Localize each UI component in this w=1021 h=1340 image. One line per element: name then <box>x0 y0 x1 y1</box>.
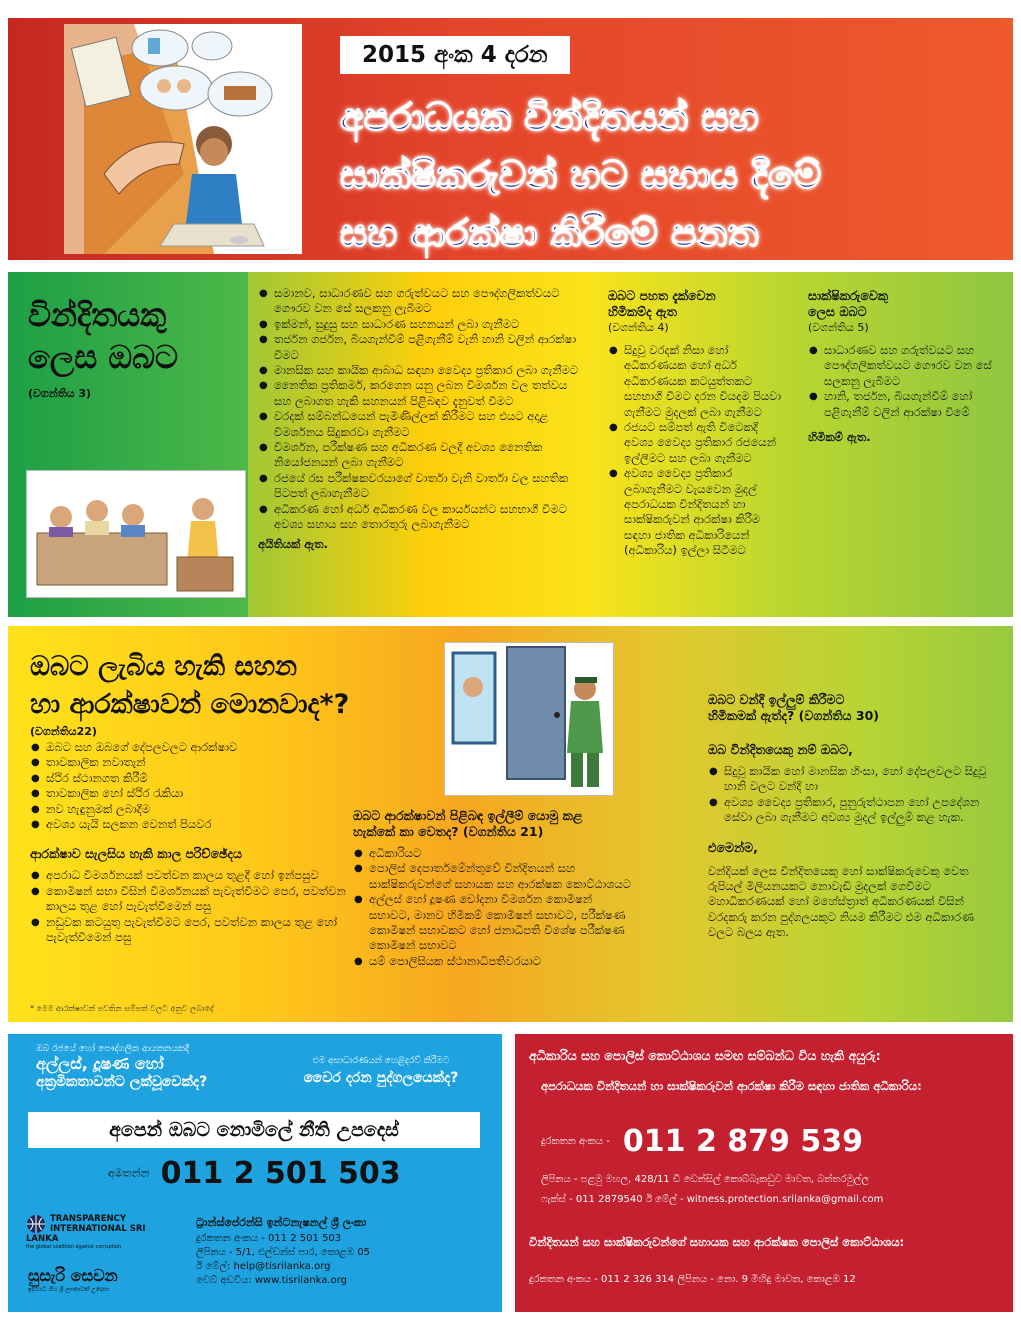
entitlement-item: ● සිදුවූ වරදක් නිසා හෝ අධිකරණයක හෝ අර්ධ අධිකරණයක කටයුත්තකට සහභාගී වීමට දරන වියදම පියවා ගැනීමට මුදලක් ලබා ගැනීමට <box>608 343 788 420</box>
victim-section-ref: (වගන්තිය 3) <box>28 387 92 400</box>
authority-fax-email[interactable]: ෆැක්ස් - 011 2879540 ඊ මේල් - witness.protection.srilanka@gmail.com <box>541 1194 884 1205</box>
rights-section <box>8 272 1013 617</box>
compensation-block <box>708 692 993 941</box>
compensation-heading: ඔබට වන්දි ඉල්ලුම් කිරීමට <box>708 692 845 707</box>
compensation-heading: හිමිකමක් ඇත්ද? (වගන්තිය 30) <box>708 708 880 723</box>
protections-heading <box>30 648 450 739</box>
org-email[interactable]: ඊ මේල්: help@tisrilanka.org <box>196 1261 331 1272</box>
entitlements-section-ref: (වගන්තිය 4) <box>608 321 669 334</box>
protections-heading-line: හා ආරක්ෂාවන් මොනවාද*? <box>30 689 350 720</box>
victim-right-item: ● සමානව, සාධාරණව සහ ගරුත්වයට සහ පෞද්ගලිකත්වයට ගෞරව වන සේ සලකනු ලැබීමට <box>258 286 588 317</box>
witness-closing: හිමිකම් ඇත. <box>808 430 871 445</box>
phone-label: දුරකතන අංකය - <box>541 1136 610 1147</box>
period-item: ● කොමිෂන් සභා විසින් විමර්ශනයක් පැවැත්වීමට පෙර, පවත්වන කාලය තුළ හෝ පැවැත්වීමෙන් පසු <box>30 884 350 915</box>
hotline-row <box>108 1156 401 1196</box>
request-item: ● යම් පොලිසියක ස්ථානාධිපතිවරයාට <box>353 954 633 969</box>
compensation-paragraph: වන්දියක් ලෙස වින්දිතයෙකු හෝ සාක්ෂිකරුවෙකු වෙත රුපියල් මිලියනයකට නොවැඩි මුදලක් ගෙවීමට මහාධිකරණයක් හෝ මහේස්ත්‍රාත් අධිකරණයක් විසින් වරදකරු කරන පුද්ගලයකුට නියම කිරීමට එම අධිකාරණ වලට බලය ඇත. <box>708 863 974 940</box>
victim-right-item: ● විමර්ශන, පරීක්ෂණ සහ අධිකරණ වලදී අවශ්‍ය නෛතික නියෝජනයන් ලබා ගැනීමට <box>258 440 588 471</box>
request-item: ● අධිකාරියට <box>353 846 633 861</box>
header-band <box>8 18 1013 260</box>
compensation-item: ● සිදුවූ කායික හෝ මානසික හිංසා, හෝ දේපලවලට සිදුවූ හානි වලට වන්දි හා <box>708 764 993 795</box>
protection-item: ● අවශ්‍ය යැයි සලකන වෙනත් පියවර <box>30 817 350 832</box>
ti-logo-text: TRANSPARENCY INTERNATIONAL SRI LANKA <box>26 1214 146 1244</box>
legal-aid-right-big: වෛර දරන පුද්ගලයෙක්ද? <box>303 1070 459 1086</box>
contacts-heading: අධිකාරිය සහ පොලිස් කොට්ඨාශය සමඟ සම්බන්ධ විය හැකි අයුරු: <box>529 1048 881 1063</box>
bottom-logo-text: සුසැරි සෙවන <box>28 1266 118 1285</box>
legal-aid-left-big: අක්‍රමිකතාවන්ට ලක්වූවෙක්ද? <box>36 1074 208 1090</box>
request-heading: හැක්කේ කා වෙතද? (වගන්තිය 21) <box>353 824 544 839</box>
org-website[interactable]: වෙබ් අඩවිය: www.tisrilanka.org <box>196 1275 347 1286</box>
request-heading: ඔබට ආරක්ෂාවන් පිළිබඳ ඉල්ලීම් යොමු කළ <box>353 808 583 823</box>
bottom-logo <box>28 1266 168 1294</box>
period-heading: ආරක්ෂාව සැලසිය හැකි කාල පරිච්ඡේදය <box>30 846 242 862</box>
bottom-logo-tag: ඉදිරියට ගිය ශ්‍රී ලාංකාවක් උදෙසා <box>28 1286 109 1293</box>
protections-heading-line: ඔබට ලැබිය හැකි සහන <box>30 651 298 682</box>
call-label: අමතන්න <box>108 1166 150 1180</box>
hotline-number[interactable]: 011 2 501 503 <box>160 1156 401 1191</box>
free-legal-advice-banner: අපෙන් ඔබට නොමිලේ නීති උපදෙස් <box>28 1112 480 1148</box>
title-line: සහ ආරක්ෂා කිරීමේ පනත <box>340 211 759 255</box>
victim-right-item: ● වරදක් සම්බන්ධයෙන් පැමිණිල්ලක් කිරීමට සහ එයට අදාළ විමර්ශනය සිදුකරවා ගැනීමට <box>258 409 588 440</box>
entitlements-heading: හිමිකම්ද ඇත <box>608 304 677 319</box>
victim-rights-list <box>258 286 588 552</box>
authority-details <box>541 1170 1001 1210</box>
protections-section-ref: (වගන්තිය22) <box>30 725 97 738</box>
legal-aid-left-small: ඔබ රජයේ හෝ පෞද්ගලික ආයතනයකදී <box>36 1044 189 1054</box>
entitlements-heading: ඔබට පහත දැක්වෙන <box>608 288 716 303</box>
request-item: ● පොලිස් දෙපාර්තමේන්තුවේ වින්දිතයන් සහ සාක්ෂිකරුවන්ගේ සහායක සහ ආරක්ෂක කොට්ඨාශයට <box>353 861 633 892</box>
witness-block <box>808 288 998 445</box>
victim-right-item: ● ඉක්මන්, සුදුසු සහ සාධාරණ සහනයන් ලබා ගැනීමට <box>258 317 588 332</box>
authority-phone-row <box>541 1124 863 1162</box>
ti-logo-tag: the global coalition against corruption <box>26 1244 122 1250</box>
authority-name: අපරාධයක වින්දිතයන් හා සාක්ෂිකරුවන් ආරක්ෂා කිරීම සඳහා ජාතික අධිකාරිය: <box>541 1079 922 1093</box>
org-name: ට්‍රාන්ස්පේරන්සි ඉන්ටනැෂනල් ශ්‍රී ලංකා <box>196 1216 367 1229</box>
victim-closing: අයිතියක් ඇත. <box>258 536 328 551</box>
witness-heading: ලෙස ඔබට <box>808 304 867 319</box>
period-item: ● අපරාධ විමර්ශනයක් පවත්වන කාලය තුළදී හෝ ඉන්පසුව <box>30 868 350 883</box>
victim-right-item: ● අධිකරණ හෝ අර්ධ අධිකරණ වල කාර්යයන්ට සහභාගී වීමට අවශ්‍ය සහාය සහ තොරතුරු ලබාගැනීමට <box>258 502 588 533</box>
globe-icon <box>26 1214 46 1234</box>
protection-item: ● තාවකාලික හෝ ස්ථිර රැකියා <box>30 786 350 801</box>
legal-aid-right-small: එම අසාධාරණයන් හෙළිදරව් කිරීමට <box>312 1056 450 1066</box>
act-number: 2015 අංක 4 දරන <box>340 36 570 74</box>
court-illustration <box>26 470 246 598</box>
authority-address: ලිපිනය - පළමු මහල, 428/11 ඩී ඩෙන්සිල් කොබ්බෑකඩුව මාවත, බත්තරමුල්ල <box>541 1174 870 1185</box>
request-block <box>353 808 633 969</box>
legal-aid-panel <box>8 1034 502 1312</box>
protections-section <box>8 626 1013 1022</box>
ti-logo <box>26 1214 166 1250</box>
victim-right-item: ● මානසික සහ කායික ආබාධ සඳහා වෛද්‍ය ප්‍රතිකාර ලබා ගැනීමට <box>258 363 588 378</box>
legal-aid-left-text <box>36 1044 266 1090</box>
police-division-name: වින්දිතයන් සහ සාක්ෂිකරුවන්ගේ සහායක සහ ආරක්ෂක පොලිස් කොට්ඨාශය: <box>529 1235 905 1249</box>
victim-heading-line: ලෙස ඔබට <box>28 338 178 376</box>
witness-right-item: ● හානි, තර්ජන, බියගැන්වීම් හෝ පළිගැනීම් වලින් ආරක්ෂා වීමේ <box>808 389 998 420</box>
act-title <box>340 88 1000 260</box>
entitlement-item: ● අවශ්‍ය වෛද්‍ය ප්‍රතිකාර ලබාගැනීමට වැයවෙන මුදල් අපරාධයක වින්දිතයන් හා සාක්ෂිකරුවන් ආරක්ෂා කිරීම සඳහා ජාතික අධිකාරියෙන් (අධිකාරිය) ඉල්ලා සිටීමට <box>608 466 788 558</box>
witness-section-ref: (වගන්තිය 5) <box>808 321 869 334</box>
victim-heading-line: වින්දිතයකු <box>28 296 167 334</box>
victim-right-item: ● නෛතික ප්‍රතිකර්ම, කරගෙන යනු ලබන විමර්ශන වල තත්වය සහ ලබාගත හැකි සහනයන් පිළිබඳව දැනුවත් වීමට <box>258 378 588 409</box>
witness-heading: සාක්ෂිකරුවෙකු <box>808 288 888 303</box>
contacts-panel <box>515 1034 1013 1312</box>
protection-item: ● ස්ථිර ස්ථානගත කිරීම් <box>30 771 350 786</box>
compensation-item: ● අවශ්‍ය වෛද්‍ය ප්‍රතිකාර, පුනුරුත්ථාපන හෝ උපදේශන සේවා ලබා ගැනීමට අවශ්‍ය මුදල් ඉල්ලුම් කළ හැක. <box>708 795 993 826</box>
protections-footnote: * මෙම ආරක්ෂාවන් පවතින සම්පත් වලට අනුව ලබාදේ <box>30 1004 214 1013</box>
victim-heading <box>28 294 243 401</box>
compensation-if-victim: ඔබ වින්දිතයෙකු නම් ඔබට, <box>708 742 853 757</box>
period-item: ● නඩුවක කටයුතු පැවැත්වීමට පෙර, පවත්වන කාලය තුළ හෝ පැවැත්වීමෙන් පසු <box>30 915 350 946</box>
org-contact <box>196 1216 496 1288</box>
victim-illustration <box>64 24 302 254</box>
compensation-also: එමෙන්ම, <box>708 839 758 855</box>
legal-aid-right-text <box>266 1056 496 1086</box>
victim-right-item: ● රජයේ රස පරීක්ෂකවරයාගේ වාර්තා වැනි වාර්තා වල සහතික පිටපත් ලබාගැනීමට <box>258 471 588 502</box>
entitlement-item: ● රජයට සම්පත් ඇති විටෙකදී අවශ්‍ය වෛද්‍ය ප්‍රතිකාර රජයෙන් ඉල්ලීමට සහ ලබා ගැනීමට <box>608 420 788 466</box>
entitlements-block <box>608 288 788 559</box>
protection-item: ● නව හැඳුනුමක් ලබාදීම <box>30 802 350 817</box>
police-illustration <box>444 642 614 796</box>
protection-item: ● තාවකාලික නවාතැන් <box>30 755 350 770</box>
org-address: ලිපිනය - 5/1, එල්ඩන්ස් පාර, කොළඹ 05 <box>196 1247 371 1258</box>
police-division-details: දුරකතන අංකය - 011 2 326 314 ලිපිනය - නො. 9 මිහිඳු මාවත, කොළඹ 12 <box>529 1274 856 1285</box>
protection-item: ● ඔබට සහ ඔබගේ දේපලවලට ආරක්ෂාව <box>30 740 350 755</box>
request-item: ● අල්ලස් හෝ දූෂණ චෝදනා විමර්ශන කොමිෂන් සභාවට, මානව හිමිකම් කොමිෂන් සභාවට, පරීක්ෂණ කොමිෂන් සභාවකට හෝ ජනාධිපති විශේෂ පරීක්ෂණ කොමිෂන් සභාවට <box>353 892 633 954</box>
title-line: සාක්ෂිකරුවන් හට සහාය දීමේ <box>340 153 822 197</box>
authority-phone[interactable]: 011 2 879 539 <box>622 1124 863 1159</box>
org-phone: දුරකතන අංකය - 011 2 501 503 <box>196 1233 342 1244</box>
legal-aid-left-big: අල්ලස්, දූෂණ හෝ <box>36 1054 164 1073</box>
victim-right-item: ● තර්ජන ගර්ජන, බියගැන්වීම් පළිගැනීම් වැනි හානි වලින් ආරක්ෂා වීමට <box>258 332 588 363</box>
title-line: අපරාධයක වින්දිතයන් සහ <box>340 95 759 139</box>
protections-list <box>30 740 350 945</box>
witness-right-item: ● සාධාරණව සහ ගරුත්වයට සහ පෞද්ගලිකත්වයට ගෞරව වන සේ සලකනු ලැබීමට <box>808 343 998 389</box>
